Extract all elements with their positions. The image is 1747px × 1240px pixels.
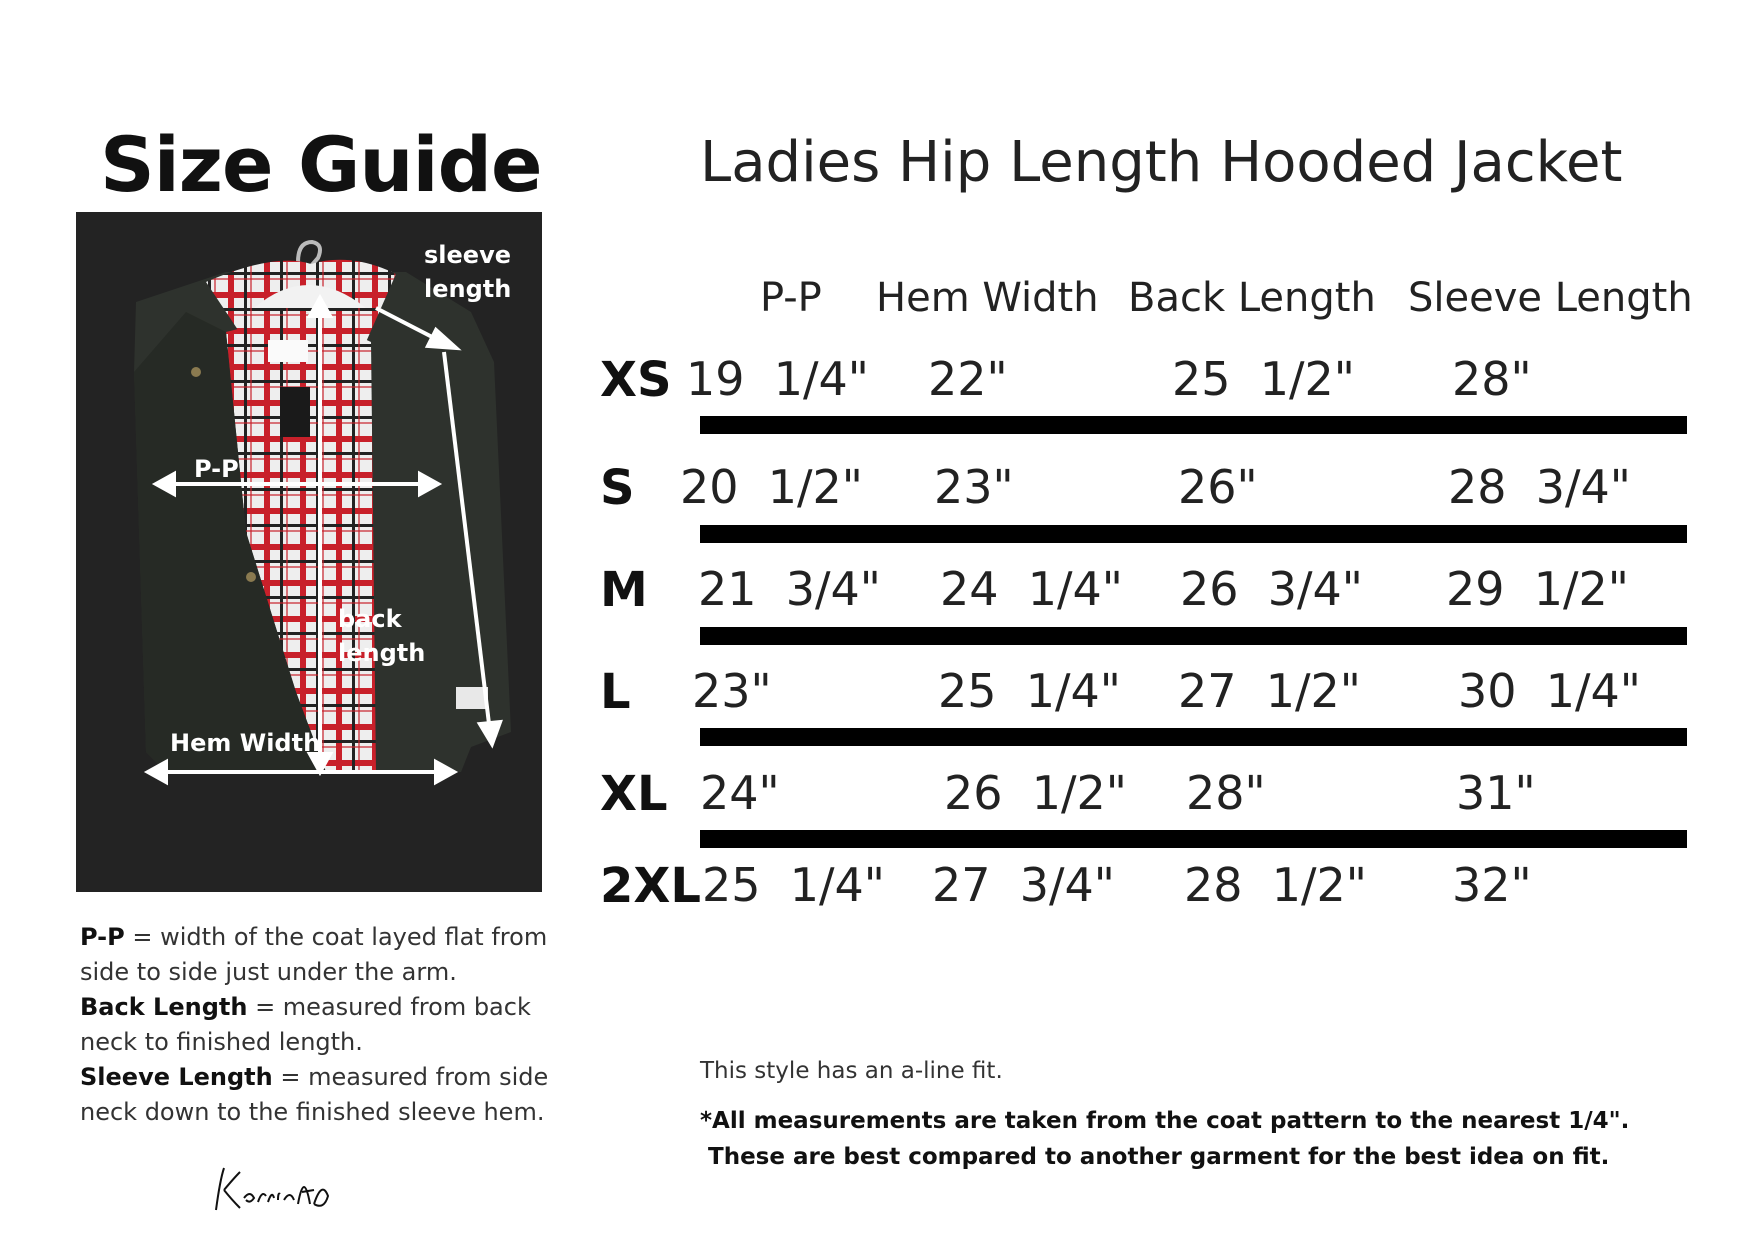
size-label: 2XL xyxy=(600,858,701,914)
measurement-disclaimer xyxy=(700,1103,1629,1175)
cell-hem: 25 1/4" xyxy=(938,664,1121,718)
disclaimer-line-1: *All measurements are taken from the coat pattern to the nearest 1/4". xyxy=(700,1108,1630,1134)
row-divider xyxy=(700,525,1687,543)
sleeve-annotation-2: length xyxy=(424,275,512,303)
cell-hem: 22" xyxy=(928,352,1008,406)
row-divider xyxy=(700,728,1687,746)
size-guide-title: Size Guide xyxy=(100,120,542,209)
size-label: XS xyxy=(600,352,672,408)
column-header-back-length: Back Length xyxy=(1128,275,1376,321)
size-label: M xyxy=(600,562,648,618)
cell-back: 26 3/4" xyxy=(1180,562,1363,616)
cell-hem: 23" xyxy=(934,460,1014,514)
cell-hem: 26 1/2" xyxy=(944,766,1127,820)
definition-back-length: Back Length = measured from back neck to finished length. xyxy=(80,993,531,1056)
measurement-definitions xyxy=(80,920,550,1130)
cell-sleeve: 28" xyxy=(1452,352,1532,406)
cell-back: 25 1/2" xyxy=(1172,352,1355,406)
cell-pp: 19 1/4" xyxy=(686,352,869,406)
product-title: Ladies Hip Length Hooded Jacket xyxy=(700,130,1623,195)
back-annotation: back xyxy=(338,605,402,633)
column-header-pp: P-P xyxy=(760,275,822,321)
cell-sleeve: 32" xyxy=(1452,858,1532,912)
row-divider xyxy=(700,627,1687,645)
cell-sleeve: 30 1/4" xyxy=(1458,664,1641,718)
cell-back: 28" xyxy=(1186,766,1266,820)
row-divider xyxy=(700,830,1687,848)
row-divider xyxy=(700,416,1687,434)
cell-hem: 27 3/4" xyxy=(932,858,1115,912)
cell-back: 27 1/2" xyxy=(1178,664,1361,718)
definition-sleeve-length: Sleeve Length = measured from side neck down to the finished sleeve hem. xyxy=(80,1063,549,1126)
cell-pp: 21 3/4" xyxy=(698,562,881,616)
size-label: XL xyxy=(600,766,668,822)
pp-annotation: P-P xyxy=(194,455,239,483)
cell-sleeve: 29 1/2" xyxy=(1446,562,1629,616)
cell-pp: 25 1/4" xyxy=(702,858,885,912)
size-label: S xyxy=(600,460,635,516)
column-header-sleeve-length: Sleeve Length xyxy=(1408,275,1693,321)
hem-annotation: Hem Width xyxy=(170,729,321,757)
disclaimer-line-2: These are best compared to another garment for the best idea on fit. xyxy=(700,1144,1610,1170)
jacket-illustration xyxy=(76,212,542,892)
back-annotation-2: length xyxy=(338,639,426,667)
column-header-hem-width: Hem Width xyxy=(876,275,1099,321)
fit-note: This style has an a-line fit. xyxy=(700,1058,1003,1084)
cell-sleeve: 31" xyxy=(1456,766,1536,820)
cell-back: 28 1/2" xyxy=(1184,858,1367,912)
cell-pp: 24" xyxy=(700,766,780,820)
definition-pp: P-P = width of the coat layed flat from side to side just under the arm. xyxy=(80,923,548,986)
sleeve-annotation: sleeve xyxy=(424,241,511,269)
signature-logo xyxy=(210,1160,330,1225)
cell-sleeve: 28 3/4" xyxy=(1448,460,1631,514)
cell-back: 26" xyxy=(1178,460,1258,514)
size-label: L xyxy=(600,664,631,720)
cell-hem: 24 1/4" xyxy=(940,562,1123,616)
jacket-photo xyxy=(76,212,542,892)
cell-pp: 20 1/2" xyxy=(680,460,863,514)
cell-pp: 23" xyxy=(692,664,772,718)
